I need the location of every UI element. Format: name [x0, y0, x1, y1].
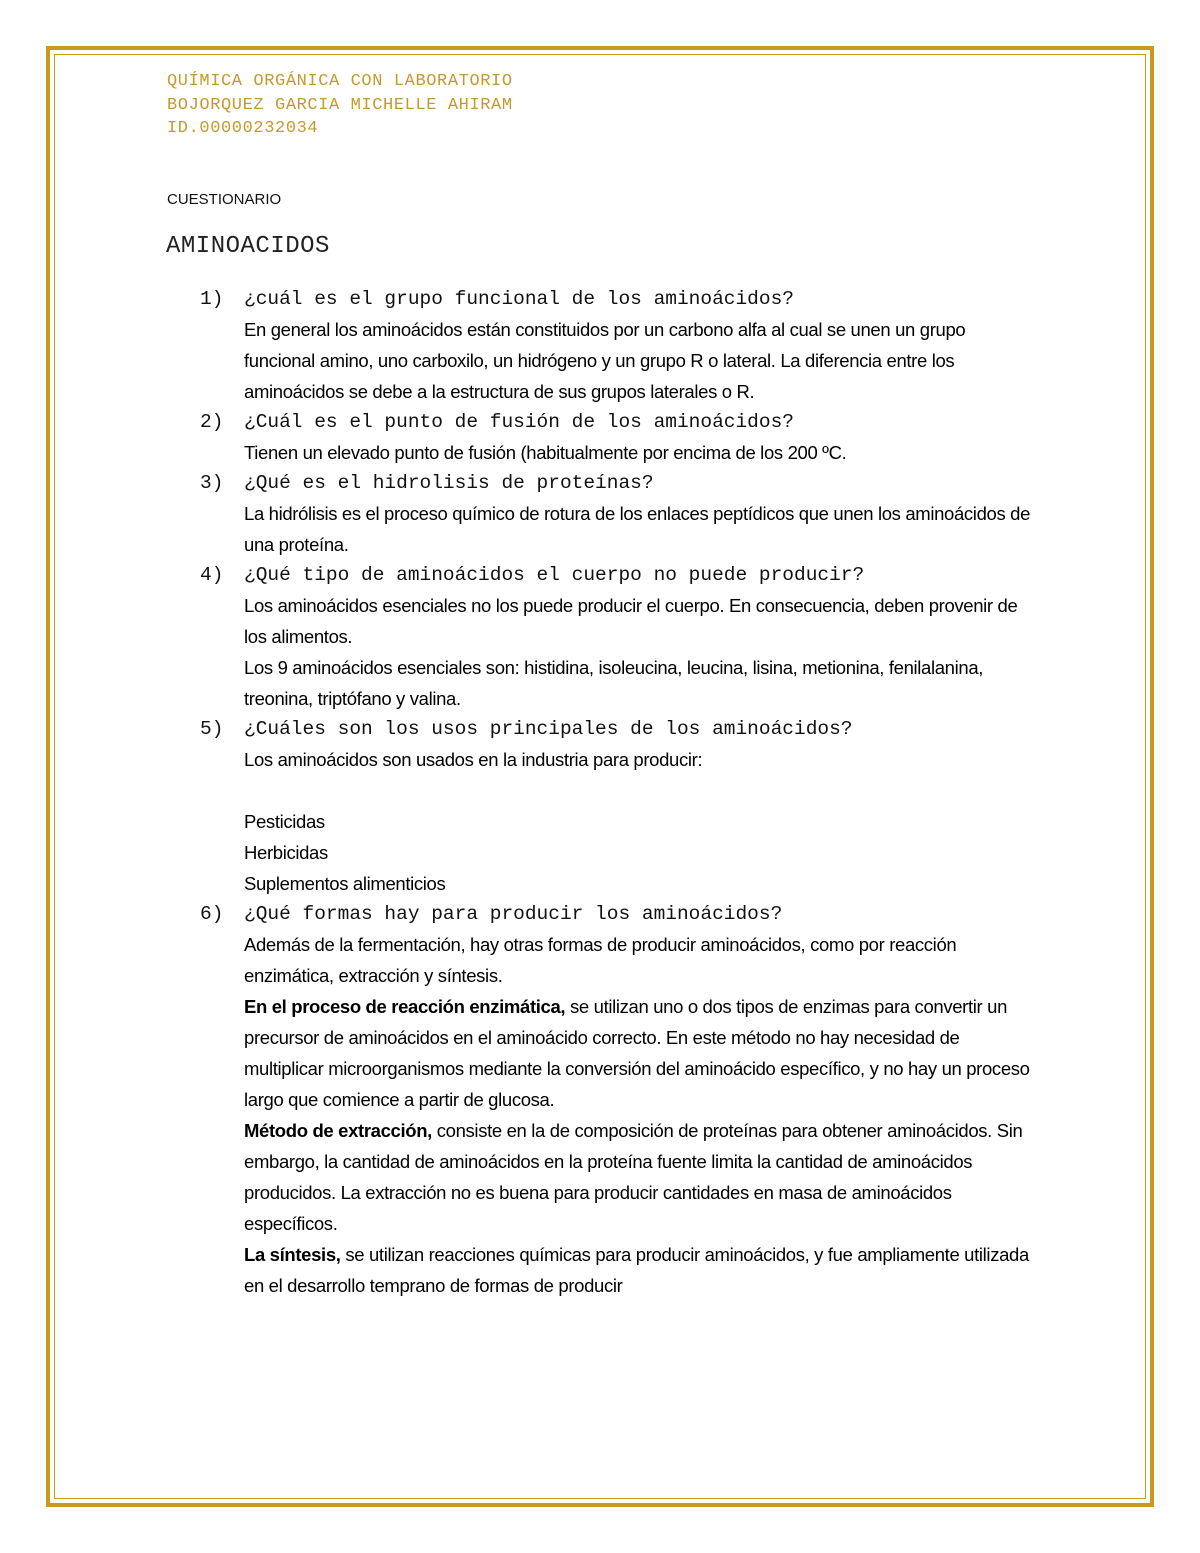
question-text: ¿Qué tipo de aminoácidos el cuerpo no puede producir? [244, 564, 865, 586]
student-name: BOJORQUEZ GARCIA MICHELLE AHIRAM [167, 95, 513, 115]
question-item [200, 560, 1040, 714]
enzymatic-reaction-text: se utilizan uno o dos tipos de enzimas para convertir un precursor de aminoácidos en el aminoácido correcto. En este método no hay necesidad de multiplicar microorganismos mediante la conversión del aminoácido específico, y no hay un proceso largo que comience a partir de glucosa. [244, 996, 1030, 1110]
synthesis-lead: La síntesis, [244, 1244, 341, 1265]
answer-text: Los aminoácidos son usados en la industria para producir: [244, 749, 703, 770]
page-title: AMINOACIDOS [166, 233, 330, 260]
answer-text: La hidrólisis es el proceso químico de rotura de los enlaces peptídicos que unen los aminoácidos de una proteína. [244, 503, 1031, 555]
synthesis-paragraph [244, 1239, 1040, 1301]
use-item: Pesticidas [244, 811, 325, 832]
section-label: CUESTIONARIO [167, 191, 282, 208]
enzymatic-reaction-lead: En el proceso de reacción enzimática, [244, 996, 566, 1017]
question-number: 4) [200, 564, 224, 586]
question-text: ¿Qué formas hay para producir los aminoácidos? [244, 903, 783, 925]
question-item [200, 714, 1040, 899]
use-item: Herbicidas [244, 842, 328, 863]
question-number: 5) [200, 718, 224, 740]
question-item [200, 468, 1040, 560]
document-header [167, 70, 513, 141]
question-text: ¿cuál es el grupo funcional de los aminoácidos? [244, 288, 794, 310]
question-item [200, 284, 1040, 407]
answer-text: Los aminoácidos esenciales no los puede producir el cuerpo. En consecuencia, deben provenir de los alimentos. [244, 595, 1018, 647]
question-number: 3) [200, 472, 224, 494]
use-item: Suplementos alimenticios [244, 873, 446, 894]
answer-text: En general los aminoácidos están constituidos por un carbono alfa al cual se unen un grupo funcional amino, uno carboxilo, un hidrógeno y un grupo R o lateral. La diferencia entre los aminoácidos se debe a la estructura de sus grupos laterales o R. [244, 319, 966, 402]
question-number: 1) [200, 288, 224, 310]
question-number: 6) [200, 903, 224, 925]
question-text: ¿Cuáles son los usos principales de los aminoácidos? [244, 718, 853, 740]
answer-text: Tienen un elevado punto de fusión (habitualmente por encima de los 200 ºC. [244, 442, 847, 463]
spacer [244, 775, 1040, 806]
question-text: ¿Qué es el hidrolisis de proteínas? [244, 472, 654, 494]
student-id: ID.00000232034 [167, 119, 319, 138]
question-item [200, 899, 1040, 1301]
enzymatic-reaction-paragraph [244, 991, 1040, 1115]
question-number: 2) [200, 411, 224, 433]
synthesis-text: se utilizan reacciones químicas para producir aminoácidos, y fue ampliamente utilizada en el desarrollo temprano de formas de producir [244, 1244, 1029, 1296]
essential-amino-acids-list: Los 9 aminoácidos esenciales son: histidina, isoleucina, leucina, lisina, metionina, fenilalanina, treonina, triptófano y valina. [244, 657, 984, 709]
question-item [200, 407, 1040, 468]
course-name: QUÍMICA ORGÁNICA CON LABORATORIO [167, 72, 513, 91]
extraction-paragraph [244, 1115, 1040, 1239]
question-list [200, 284, 1040, 1301]
extraction-lead: Método de extracción, [244, 1120, 432, 1141]
answer-text: Además de la fermentación, hay otras formas de producir aminoácidos, como por reacción enzimática, extracción y síntesis. [244, 934, 957, 986]
extraction-text: consiste en la de composición de proteínas para obtener aminoácidos. Sin embargo, la cantidad de aminoácidos en la proteína fuente limita la cantidad de aminoácidos producidos. La extracción no es buena para producir cantidades en masa de aminoácidos específicos. [244, 1120, 1023, 1234]
question-text: ¿Cuál es el punto de fusión de los aminoácidos? [244, 411, 794, 433]
